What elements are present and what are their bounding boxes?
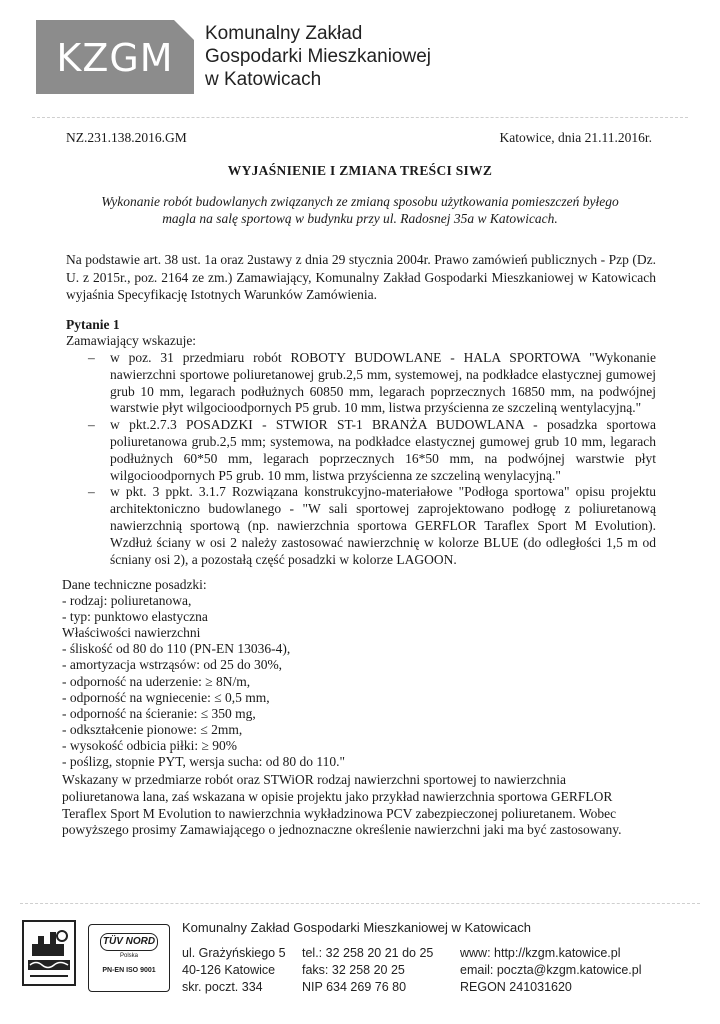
intro-paragraph: Na podstawie art. 38 ust. 1a oraz 2ustawy z dnia 29 stycznia 2004r. Prawo zamówień publicznych - Pzp (Dz. U. z 2015r., poz. 2164 ze zm.) Zamawiający, Komunalny Zakład Gospodarki Mieszkaniowej w Katowicach wyjaśnia Specyfikację Istotnych Warunków Zamówienia. [66, 252, 656, 302]
list-item [66, 350, 656, 417]
website-link[interactable]: www: http://kzgm.katowice.pl [460, 946, 621, 960]
tuv-brand: TÜV NORD [100, 933, 158, 951]
bullet-text: w poz. 31 przedmiaru robót ROBOTY BUDOWLANE - HALA SPORTOWA "Wykonanie nawierzchni sportowe poliuretanowej grub.2,5 mm, systemowej, na podkładce elastycznej gumowej grub 10 mm, legarach podłużnych 60850 mm, legarach poprzecznych 16850 mm, na podwójnej warstwie płyt wilgocioodpornych P5 grub. 10 mm, listwa przyścienna ze szczeliną wentylacyjną." [110, 350, 656, 416]
katowice-crest-icon [22, 920, 76, 986]
final-line: Teraflex Sport M Evolution to nawierzchnia wykładzinowa PCV zabezpieczonej poliuretanem. Wobec [62, 805, 617, 821]
spec-line: - śliskość od 80 do 110 (PN-EN 13036-4), [62, 641, 291, 657]
spec-line: Właściwości nawierzchni [62, 625, 201, 641]
tuv-country: Polska [119, 953, 138, 959]
spec-line: - rodzaj: poliuretanowa, [62, 593, 192, 609]
bullet-list [66, 350, 656, 568]
spec-line: - odporność na wgniecenie: ≤ 0,5 mm, [62, 689, 270, 705]
logo-text: KZGM [56, 36, 174, 80]
document-title: WYJAŚNIENIE I ZMIANA TREŚCI SIWZ [227, 163, 493, 178]
footer-phone [302, 945, 433, 996]
regon-line: REGON 241031620 [460, 980, 572, 994]
dash-bullet: – [88, 350, 95, 365]
bullet-text: w pkt. 3 ppkt. 3.1.7 Rozwiązana konstrukcyjno-materiałowe "Podłoga sportowa" opisu projektu architektoniczno budowlanego - "W sali sportowej zaprojektowano podłogę z poliuretanową nawierzchnią sportową (np. nawierzchnia sportowa GERFLOR Taraflex Sport M Evolution). Wzdłuż ściany w osi 2 należy zastosować nawierzchnię w kolorze BLUE (do odległości 1,5 m od ścniany osi 2), a pozostałą część posadzki w kolorze LAGOON. [110, 484, 656, 567]
list-item [66, 417, 656, 484]
final-paragraph [62, 772, 662, 839]
zamawiajacy-line: Zamawiający wskazuje: [66, 333, 197, 348]
tuv-certificate-badge [88, 924, 170, 992]
phone-line: tel.: 32 258 20 21 do 25 [302, 946, 434, 960]
footer-title: Komunalny Zakład Gospodarki Mieszkaniowej w Katowicach [182, 920, 531, 935]
bullet-text: w pkt.2.7.3 POSADZKI - STWIOR ST-1 BRANŻA BUDOWLANA - posadzka sportowa poliuretanowa grub.2,5 mm; systemowa, na podkładce elastycznej gumowej grub 10 mm, legarach podłużnych 60*50 mm, legarach poprzecznych 16*50 mm, na podwójnej warstwie płyt wilgocioodpornych P5 grub. 10 mm, listwa przyścienna ze szczeliną wenylacyjną." [110, 417, 656, 483]
spec-line: - odporność na uderzenie: ≥ 8N/m, [62, 673, 251, 689]
kzgm-logo [36, 20, 194, 94]
technical-specs [62, 577, 662, 770]
spec-line: Dane techniczne posadzki: [62, 577, 207, 592]
question-heading: Pytanie 1 [66, 317, 120, 332]
spec-line: - wysokość odbicia piłki: ≥ 90% [62, 737, 238, 753]
fax-line: faks: 32 258 20 25 [302, 963, 405, 977]
spec-line: - typ: punktowo elastyczna [62, 609, 208, 625]
org-name-line: Gospodarki Mieszkaniowej [205, 46, 431, 67]
final-line: powyższego prosimy Zamawiającego o jednoznaczne określenie nawierzchni jaki ma być zastosowany. [62, 822, 622, 838]
footer-address [182, 945, 286, 996]
header-divider [32, 117, 688, 118]
org-name-line: w Katowicach [205, 69, 322, 90]
dash-bullet: – [88, 484, 95, 500]
footer-web [460, 945, 642, 996]
dash-bullet: – [88, 417, 95, 433]
org-name [205, 22, 431, 91]
address-line: 40-126 Katowice [182, 963, 276, 977]
final-line: Wskazany w przedmiarze robót oraz STWiOR rodzaj nawierzchni sportowej to nawierzchnia [62, 772, 567, 787]
footer-divider [20, 903, 700, 904]
spec-line: - poślizg, stopnie PYT, wersja sucha: od 80 do 110." [62, 754, 345, 770]
address-line: ul. Grażyńskiego 5 [182, 946, 286, 960]
spec-line: - odkształcenie pionowe: ≤ 2mm, [62, 721, 243, 737]
email-link[interactable]: email: poczta@kzgm.katowice.pl [460, 963, 642, 977]
spec-line: - amortyzacja wstrząsów: od 25 do 30%, [62, 657, 283, 673]
crest-graphic [24, 922, 74, 984]
document-date: Katowice, dnia 21.11.2016r. [499, 130, 652, 145]
spec-line: - odporność na ścieranie: ≤ 350 mg, [62, 705, 256, 721]
document-reference: NZ.231.138.2016.GM [66, 130, 187, 145]
iso-label: PN-EN ISO 9001 [102, 967, 156, 974]
org-name-line: Komunalny Zakład [205, 23, 363, 44]
nip-line: NIP 634 269 76 80 [302, 980, 407, 994]
document-subject: Wykonanie robót budowlanych związanych ze zmianą sposobu użytkowania pomieszczeń byłego magla na salę sportową w budynku przy ul. Radosnej 35a w Katowicach. [101, 194, 619, 226]
list-item [66, 484, 656, 568]
address-line: skr. poczt. 334 [182, 980, 263, 994]
final-line: poliuretanowa lana, zaś wskazana w opisie projektu jako przykład nawierzchnia sportowa GERFLOR [62, 788, 613, 804]
